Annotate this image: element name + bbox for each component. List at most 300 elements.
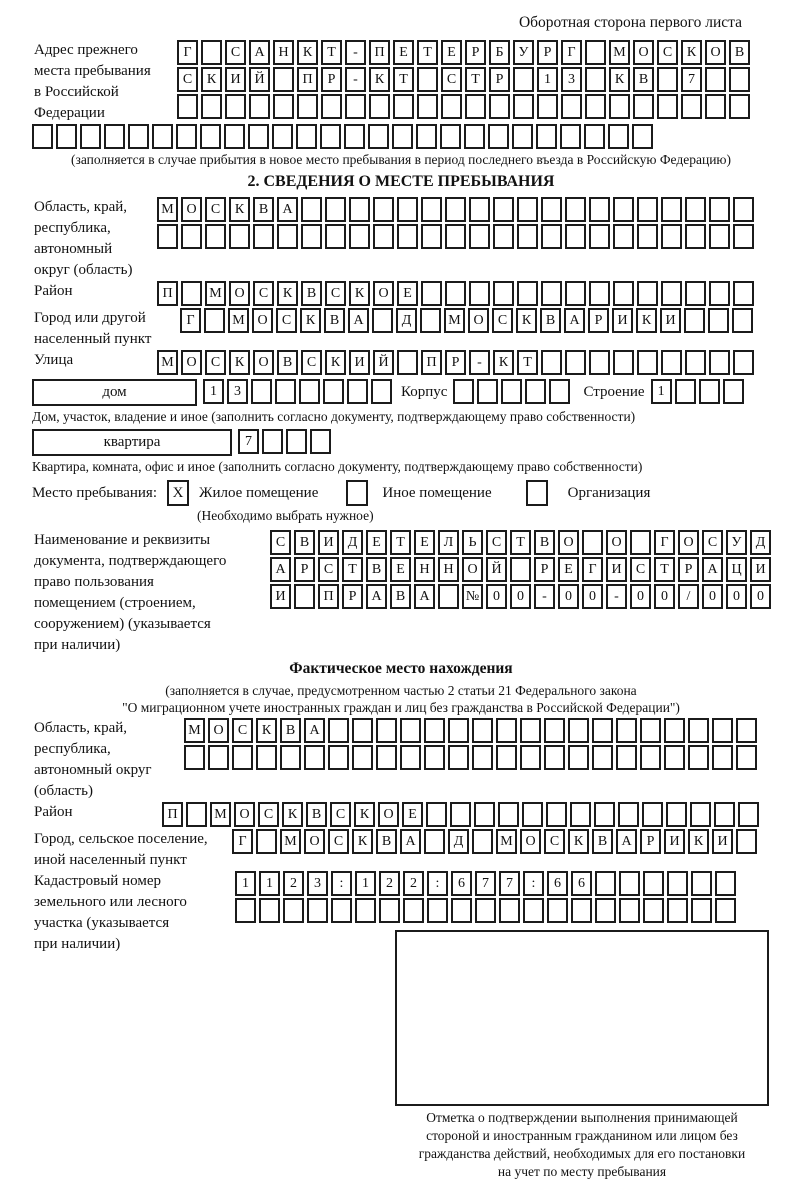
- char-box: Е: [390, 557, 411, 582]
- char-box: Ь: [462, 530, 483, 555]
- char-box: [352, 718, 373, 743]
- char-box: А: [564, 308, 585, 333]
- al-region-label: Область, край, республика, автономный округ (область): [34, 720, 152, 799]
- char-box: [715, 898, 736, 923]
- char-box: А: [277, 197, 298, 222]
- char-box: Т: [517, 350, 538, 375]
- char-box: С: [205, 197, 226, 222]
- char-box: [472, 718, 493, 743]
- char-box: [259, 898, 280, 923]
- char-box: М: [184, 718, 205, 743]
- char-box: [732, 308, 753, 333]
- char-box: В: [301, 281, 322, 306]
- char-box: [229, 224, 250, 249]
- char-box: [448, 745, 469, 770]
- al-region-row-1: [184, 718, 760, 743]
- char-box: [595, 898, 616, 923]
- char-box: [595, 871, 616, 896]
- char-box: [520, 745, 541, 770]
- char-box: В: [390, 584, 411, 609]
- document-row-3: [270, 584, 774, 609]
- char-box: [273, 67, 294, 92]
- char-box: Т: [510, 530, 531, 555]
- char-box: [304, 745, 325, 770]
- char-box: [397, 350, 418, 375]
- char-box: [736, 829, 757, 854]
- char-box: С: [225, 40, 246, 65]
- char-box: [691, 898, 712, 923]
- char-box: [323, 379, 344, 404]
- char-box: [248, 124, 269, 149]
- char-box: С: [702, 530, 723, 555]
- region-row-2: [157, 224, 757, 249]
- char-box: Т: [465, 67, 486, 92]
- char-box: Б: [489, 40, 510, 65]
- char-box: 1: [537, 67, 558, 92]
- char-box: [582, 530, 603, 555]
- char-box: [262, 429, 283, 454]
- char-box: М: [205, 281, 226, 306]
- char-box: Ц: [726, 557, 747, 582]
- char-box: [451, 898, 472, 923]
- char-box: С: [325, 281, 346, 306]
- char-box: [541, 350, 562, 375]
- char-box: Р: [537, 40, 558, 65]
- char-box: А: [348, 308, 369, 333]
- char-box: [488, 124, 509, 149]
- char-box: [565, 197, 586, 222]
- char-box: [299, 379, 320, 404]
- checkbox-other-premises: [346, 480, 368, 506]
- char-box: О: [468, 308, 489, 333]
- char-box: А: [366, 584, 387, 609]
- char-box: С: [301, 350, 322, 375]
- char-box: [613, 197, 634, 222]
- char-box: [493, 224, 514, 249]
- char-box: [448, 718, 469, 743]
- al-city-label: Город, сельское поселение, иной населенный пункт: [34, 831, 208, 868]
- char-box: К: [681, 40, 702, 65]
- char-box: Е: [366, 530, 387, 555]
- stay-type-label: Место пребывания:: [32, 484, 157, 501]
- char-box: С: [318, 557, 339, 582]
- char-box: [371, 379, 392, 404]
- char-box: [565, 281, 586, 306]
- actual-location-note-2: "О миграционном учете иностранных граждан и лиц без гражданства в Российской Федерации"): [122, 700, 680, 715]
- char-box: [355, 898, 376, 923]
- char-box: К: [369, 67, 390, 92]
- char-box: [699, 379, 720, 404]
- char-box: [667, 871, 688, 896]
- char-box: [688, 718, 709, 743]
- char-box: [186, 802, 207, 827]
- char-box: О: [678, 530, 699, 555]
- char-box: [373, 197, 394, 222]
- char-box: [205, 224, 226, 249]
- char-box: [440, 124, 461, 149]
- char-box: Е: [414, 530, 435, 555]
- option-organization-label: Организация: [567, 484, 651, 501]
- char-box: [450, 802, 471, 827]
- char-box: [56, 124, 77, 149]
- char-box: [568, 745, 589, 770]
- char-box: В: [729, 40, 750, 65]
- char-box: С: [328, 829, 349, 854]
- char-box: [465, 94, 486, 119]
- char-box: [709, 281, 730, 306]
- char-box: [201, 40, 222, 65]
- char-box: Д: [396, 308, 417, 333]
- char-box: 6: [547, 871, 568, 896]
- char-box: [152, 124, 173, 149]
- char-box: [640, 745, 661, 770]
- prev-address-block: [32, 40, 770, 124]
- char-box: [661, 350, 682, 375]
- char-box: [445, 281, 466, 306]
- char-box: [618, 802, 639, 827]
- char-box: М: [157, 350, 178, 375]
- char-box: [501, 379, 522, 404]
- char-box: 0: [486, 584, 507, 609]
- char-box: [584, 124, 605, 149]
- char-box: [512, 124, 533, 149]
- char-box: Р: [640, 829, 661, 854]
- char-box: [469, 281, 490, 306]
- char-box: [589, 197, 610, 222]
- char-box: Г: [232, 829, 253, 854]
- char-box: [496, 745, 517, 770]
- char-box: №: [462, 584, 483, 609]
- char-box: [424, 718, 445, 743]
- char-box: [723, 379, 744, 404]
- char-box: 7: [475, 871, 496, 896]
- char-box: :: [427, 871, 448, 896]
- char-box: К: [325, 350, 346, 375]
- char-box: [513, 67, 534, 92]
- char-box: [345, 94, 366, 119]
- char-box: [453, 379, 474, 404]
- char-box: С: [270, 530, 291, 555]
- char-box: [256, 829, 277, 854]
- char-box: [331, 898, 352, 923]
- char-box: 0: [702, 584, 723, 609]
- korpus-cells: [453, 379, 573, 404]
- char-box: [469, 197, 490, 222]
- char-box: 0: [558, 584, 579, 609]
- char-box: [585, 67, 606, 92]
- char-box: [522, 802, 543, 827]
- char-box: -: [345, 40, 366, 65]
- char-box: -: [469, 350, 490, 375]
- char-box: Р: [678, 557, 699, 582]
- char-box: [661, 224, 682, 249]
- char-box: [685, 281, 706, 306]
- char-box: К: [300, 308, 321, 333]
- char-box: [307, 898, 328, 923]
- char-box: П: [369, 40, 390, 65]
- char-box: [616, 745, 637, 770]
- char-box: [32, 124, 53, 149]
- char-box: [642, 802, 663, 827]
- char-box: А: [400, 829, 421, 854]
- char-box: [128, 124, 149, 149]
- char-box: 7: [681, 67, 702, 92]
- char-box: [657, 94, 678, 119]
- district-label: Район: [34, 283, 73, 299]
- char-box: В: [253, 197, 274, 222]
- char-box: [544, 745, 565, 770]
- char-box: К: [229, 197, 250, 222]
- option-residential-label: Жилое помещение: [199, 484, 319, 501]
- stay-type-note: (Необходимо выбрать нужное): [197, 508, 374, 523]
- char-box: Т: [417, 40, 438, 65]
- char-box: С: [276, 308, 297, 333]
- char-box: [525, 379, 546, 404]
- char-box: [321, 94, 342, 119]
- char-box: [493, 281, 514, 306]
- char-box: 0: [726, 584, 747, 609]
- char-box: [733, 224, 754, 249]
- char-box: В: [324, 308, 345, 333]
- char-box: Р: [588, 308, 609, 333]
- char-box: С: [177, 67, 198, 92]
- char-box: [201, 94, 222, 119]
- char-box: [565, 224, 586, 249]
- char-box: Л: [438, 530, 459, 555]
- char-box: [498, 802, 519, 827]
- char-box: 1: [259, 871, 280, 896]
- char-box: [560, 124, 581, 149]
- char-box: К: [256, 718, 277, 743]
- char-box: 1: [355, 871, 376, 896]
- city-row: [180, 308, 756, 333]
- char-box: [561, 94, 582, 119]
- char-box: [352, 745, 373, 770]
- street-row: [157, 350, 757, 375]
- cadastral-row-1: [235, 871, 739, 896]
- char-box: П: [421, 350, 442, 375]
- char-box: [666, 802, 687, 827]
- char-box: Д: [342, 530, 363, 555]
- char-box: К: [493, 350, 514, 375]
- char-box: 7: [499, 871, 520, 896]
- char-box: [637, 197, 658, 222]
- char-box: [549, 379, 570, 404]
- char-box: [733, 197, 754, 222]
- char-box: К: [609, 67, 630, 92]
- char-box: [613, 224, 634, 249]
- char-box: И: [318, 530, 339, 555]
- page-side-note: Оборотная сторона первого листа: [518, 14, 742, 31]
- char-box: С: [486, 530, 507, 555]
- char-box: [297, 94, 318, 119]
- char-box: М: [157, 197, 178, 222]
- actual-location-title: Фактическое место нахождения: [289, 660, 513, 677]
- apartment-cells: [238, 429, 334, 454]
- char-box: [637, 224, 658, 249]
- char-box: Р: [445, 350, 466, 375]
- char-box: О: [304, 829, 325, 854]
- char-box: О: [253, 350, 274, 375]
- char-box: [664, 745, 685, 770]
- char-box: [705, 67, 726, 92]
- char-box: К: [229, 350, 250, 375]
- char-box: [464, 124, 485, 149]
- char-box: Р: [489, 67, 510, 92]
- region-row-1: [157, 197, 757, 222]
- char-box: А: [249, 40, 270, 65]
- char-box: 0: [654, 584, 675, 609]
- char-box: С: [258, 802, 279, 827]
- char-box: [224, 124, 245, 149]
- char-box: [585, 40, 606, 65]
- char-box: [204, 308, 225, 333]
- char-box: Е: [393, 40, 414, 65]
- stroenie-label: Строение: [583, 384, 645, 400]
- char-box: О: [208, 718, 229, 743]
- char-box: В: [306, 802, 327, 827]
- char-box: 3: [561, 67, 582, 92]
- char-box: О: [181, 197, 202, 222]
- char-box: К: [568, 829, 589, 854]
- char-box: [416, 124, 437, 149]
- char-box: И: [712, 829, 733, 854]
- char-box: Г: [582, 557, 603, 582]
- char-box: [286, 429, 307, 454]
- char-box: С: [492, 308, 513, 333]
- char-box: М: [210, 802, 231, 827]
- char-box: Г: [654, 530, 675, 555]
- cadastral-row-2: [235, 898, 739, 923]
- char-box: [273, 94, 294, 119]
- char-box: [376, 745, 397, 770]
- char-box: О: [234, 802, 255, 827]
- char-box: К: [516, 308, 537, 333]
- char-box: [253, 224, 274, 249]
- char-box: [251, 379, 272, 404]
- char-box: [613, 350, 634, 375]
- char-box: В: [592, 829, 613, 854]
- char-box: [328, 718, 349, 743]
- char-box: [536, 124, 557, 149]
- char-box: К: [282, 802, 303, 827]
- char-box: П: [297, 67, 318, 92]
- char-box: К: [297, 40, 318, 65]
- char-box: О: [633, 40, 654, 65]
- house-block: [32, 379, 770, 406]
- al-district-row: [162, 802, 762, 827]
- char-box: [403, 898, 424, 923]
- house-type-box: дом: [32, 379, 197, 406]
- char-box: К: [354, 802, 375, 827]
- char-box: 2: [283, 871, 304, 896]
- char-box: [520, 718, 541, 743]
- char-box: Р: [321, 67, 342, 92]
- stroenie-cells: [651, 379, 747, 404]
- char-box: [277, 224, 298, 249]
- char-box: [301, 224, 322, 249]
- char-box: [589, 350, 610, 375]
- char-box: [589, 281, 610, 306]
- char-box: Т: [342, 557, 363, 582]
- char-box: [608, 124, 629, 149]
- char-box: Г: [561, 40, 582, 65]
- al-city-row: [232, 829, 760, 854]
- char-box: [310, 429, 331, 454]
- char-box: М: [496, 829, 517, 854]
- char-box: [349, 197, 370, 222]
- district-row: [157, 281, 757, 306]
- apartment-caption: Квартира, комната, офис и иное (заполнить согласно документу, подтверждающему право собственности): [32, 459, 643, 474]
- char-box: 3: [227, 379, 248, 404]
- char-box: [272, 124, 293, 149]
- char-box: А: [616, 829, 637, 854]
- char-box: Р: [342, 584, 363, 609]
- char-box: [181, 281, 202, 306]
- char-box: [714, 802, 735, 827]
- char-box: [736, 718, 757, 743]
- char-box: [474, 802, 495, 827]
- char-box: С: [544, 829, 565, 854]
- char-box: [712, 718, 733, 743]
- char-box: П: [318, 584, 339, 609]
- char-box: [256, 745, 277, 770]
- char-box: М: [444, 308, 465, 333]
- al-district-block: [32, 802, 770, 829]
- prev-address-row-3: [177, 94, 753, 119]
- char-box: [235, 898, 256, 923]
- char-box: С: [330, 802, 351, 827]
- char-box: [637, 350, 658, 375]
- char-box: [349, 224, 370, 249]
- char-box: [445, 197, 466, 222]
- char-box: [208, 745, 229, 770]
- char-box: [475, 898, 496, 923]
- document-row-2: [270, 557, 774, 582]
- char-box: А: [304, 718, 325, 743]
- char-box: 6: [451, 871, 472, 896]
- char-box: [609, 94, 630, 119]
- street-block: [32, 350, 770, 377]
- char-box: С: [253, 281, 274, 306]
- char-box: Т: [393, 67, 414, 92]
- char-box: [200, 124, 221, 149]
- region-label: Область, край, республика, автономный округ (область): [34, 199, 133, 278]
- char-box: [513, 94, 534, 119]
- section2-title: 2. СВЕДЕНИЯ О МЕСТЕ ПРЕБЫВАНИЯ: [247, 173, 555, 190]
- char-box: [417, 67, 438, 92]
- char-box: 0: [750, 584, 771, 609]
- char-box: Е: [441, 40, 462, 65]
- char-box: У: [726, 530, 747, 555]
- char-box: [369, 94, 390, 119]
- char-box: [715, 871, 736, 896]
- char-box: Г: [180, 308, 201, 333]
- char-box: [184, 745, 205, 770]
- prev-address-note: (заполняется в случае прибытия в новое место пребывания в период последнего въезда в Российскую Федерацию): [70, 152, 732, 167]
- char-box: [633, 94, 654, 119]
- char-box: [517, 224, 538, 249]
- char-box: В: [294, 530, 315, 555]
- char-box: [541, 224, 562, 249]
- char-box: [712, 745, 733, 770]
- char-box: [619, 871, 640, 896]
- char-box: Г: [177, 40, 198, 65]
- char-box: :: [331, 871, 352, 896]
- char-box: [637, 281, 658, 306]
- char-box: В: [534, 530, 555, 555]
- char-box: О: [520, 829, 541, 854]
